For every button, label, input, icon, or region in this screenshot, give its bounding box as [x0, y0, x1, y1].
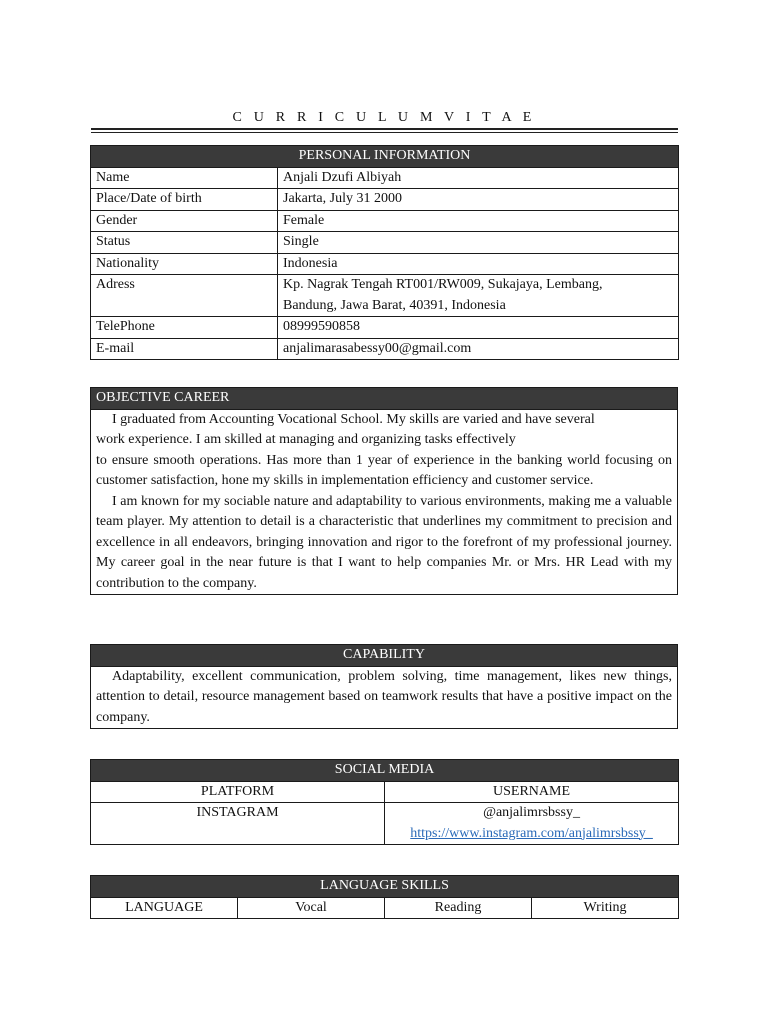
table-row — [91, 167, 679, 189]
table-row — [91, 317, 679, 339]
language-skills-header: LANGUAGE SKILLS — [91, 876, 679, 898]
table-row — [91, 803, 679, 845]
field-label-email: E-mail — [91, 338, 278, 360]
column-header-username: USERNAME — [385, 781, 679, 803]
capability-header: CAPABILITY — [91, 645, 678, 667]
field-value-address — [278, 275, 679, 317]
table-row — [91, 338, 679, 360]
title-rule-thick — [91, 128, 678, 130]
table-row — [91, 189, 679, 211]
field-value-birth: Jakarta, July 31 2000 — [278, 189, 679, 211]
username-text: @anjalimrsbssy_ — [483, 805, 580, 820]
title-rule-thin — [91, 132, 678, 133]
field-value-gender: Female — [278, 210, 679, 232]
personal-information-table — [90, 145, 679, 360]
capability-table — [90, 644, 678, 729]
field-label-gender: Gender — [91, 210, 278, 232]
column-header-language: LANGUAGE — [91, 897, 238, 919]
field-value-telephone: 08999590858 — [278, 317, 679, 339]
personal-information-header: PERSONAL INFORMATION — [91, 146, 679, 168]
column-header-reading: Reading — [385, 897, 532, 919]
field-value-name: Anjali Dzufi Albiyah — [278, 167, 679, 189]
objective-career-body — [91, 409, 678, 595]
platform-cell: INSTAGRAM — [91, 803, 385, 845]
capability-text: Adaptability, excellent communication, problem solving, time management, likes new things, attention to detail, resource management based on teamwork results that have a positive impact on the company. — [96, 668, 672, 725]
address-line-2: Bandung, Jawa Barat, 40391, Indonesia — [283, 297, 506, 313]
objective-career-header: OBJECTIVE CAREER — [91, 388, 678, 410]
objective-career-table — [90, 387, 678, 595]
column-header-vocal: Vocal — [238, 897, 385, 919]
table-row — [91, 232, 679, 254]
username-cell — [385, 803, 679, 845]
field-label-telephone: TelePhone — [91, 317, 278, 339]
social-media-table — [90, 759, 679, 845]
field-value-status: Single — [278, 232, 679, 254]
table-row — [91, 275, 679, 317]
column-header-platform: PLATFORM — [91, 781, 385, 803]
field-label-nationality: Nationality — [91, 253, 278, 275]
field-value-nationality: Indonesia — [278, 253, 679, 275]
field-label-status: Status — [91, 232, 278, 254]
objective-line-1: I graduated from Accounting Vocational School. My skills are varied and have several — [112, 411, 595, 427]
language-skills-table — [90, 875, 679, 919]
field-label-name: Name — [91, 167, 278, 189]
instagram-link[interactable]: https://www.instagram.com/anjalimrsbssy_ — [410, 825, 653, 841]
field-value-email: anjalimarasabessy00@gmail.com — [278, 338, 679, 360]
objective-paragraph-1-rest: to ensure smooth operations. Has more than 1 year of experience in the banking world focusing on customer satisfaction, hone my skills in implementation efficiency and customer service. — [96, 452, 672, 488]
capability-body — [91, 666, 678, 729]
objective-paragraph-2: I am known for my sociable nature and adaptability to various environments, making me a valuable team player. My attention to detail is a characteristic that underlines my commitment to precision and excellence in all endeavors, bringing innovation and rigor to the forefront of my professional journey. My career goal in the near future is that I want to help companies Mr. or Mrs. HR Lead with my contribution to the company. — [96, 493, 672, 591]
document-title: C U R R I C U L U M V I T A E — [232, 110, 536, 125]
field-label-birth: Place/Date of birth — [91, 189, 278, 211]
objective-line-2: work experience. I am skilled at managing and organizing tasks effectively — [96, 432, 516, 447]
social-media-header: SOCIAL MEDIA — [91, 760, 679, 782]
column-header-writing: Writing — [532, 897, 679, 919]
field-label-address: Adress — [91, 275, 278, 317]
table-row — [91, 210, 679, 232]
table-row — [91, 253, 679, 275]
address-line-1: Kp. Nagrak Tengah RT001/RW009, Sukajaya, Lembang, — [283, 277, 603, 292]
